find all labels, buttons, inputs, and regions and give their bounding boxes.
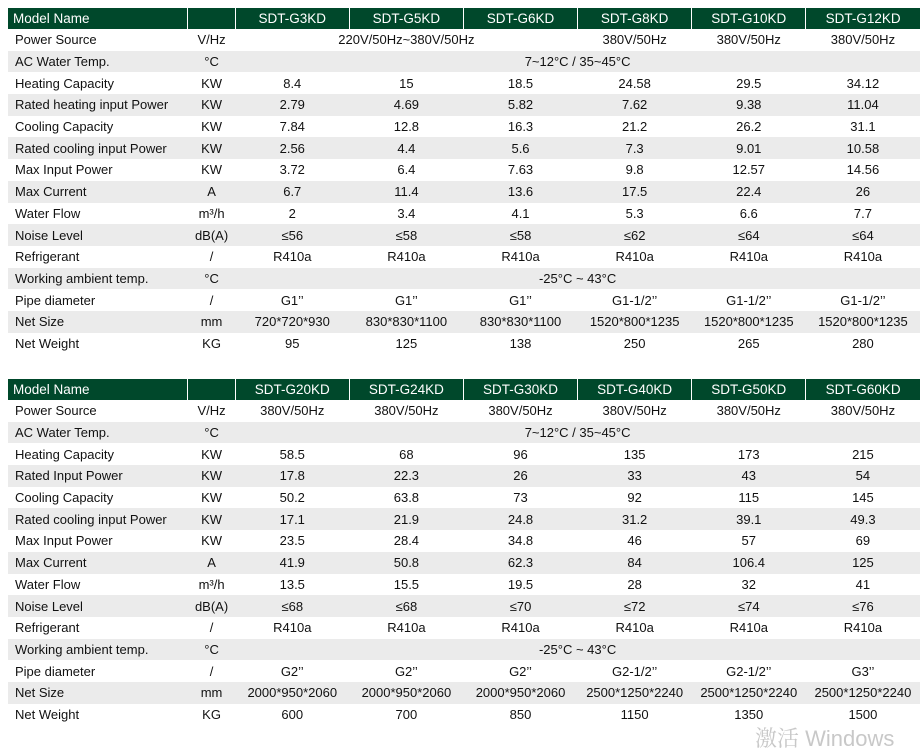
table-cell: 600: [281, 706, 304, 722]
table-cell: 173: [737, 446, 760, 462]
table-cell: 125: [806, 552, 920, 574]
table-cell: 69: [855, 533, 871, 549]
row-label: Net Weight: [15, 706, 80, 722]
row-label: Max Input Power: [15, 162, 113, 178]
table-cell: 15.5: [393, 576, 420, 592]
row-label: Net Size: [8, 311, 188, 333]
row-unit: dB(A): [188, 595, 235, 617]
header-model: SDT-G60KD: [806, 379, 920, 400]
table-cell: 28: [627, 576, 642, 592]
table-cell: ≤58: [349, 224, 463, 246]
row-unit: mm: [188, 682, 235, 704]
row-label: Power Source: [15, 32, 97, 48]
row-unit: KW: [188, 94, 235, 116]
table-cell: 115: [738, 490, 760, 506]
spec-table-1: [8, 8, 920, 354]
table-cell: 17.8: [235, 465, 349, 487]
row-label: Rated cooling input Power: [8, 137, 188, 159]
row-unit: A: [188, 552, 235, 574]
table-cell: 380V/50Hz: [716, 32, 781, 48]
row-label: Water Flow: [15, 205, 81, 221]
row-label: Max Current: [8, 552, 188, 574]
table-cell: 68: [399, 446, 414, 462]
header-model: SDT-G12KD: [806, 8, 920, 29]
table-cell: 4.4: [349, 137, 463, 159]
table-cell: 1520*800*1235: [692, 311, 806, 333]
table-cell: G3’’: [851, 663, 875, 679]
table-cell: -25°C ~ 43°C: [235, 268, 920, 290]
header-model-name: Model Name: [8, 8, 188, 29]
row-unit: °C: [188, 51, 235, 73]
table-row: [8, 72, 920, 94]
header-row: [8, 379, 920, 400]
table-cell: 2500*1250*2240: [692, 682, 806, 704]
row-unit: mm: [188, 311, 235, 333]
table-cell: R410a: [501, 249, 540, 265]
table-cell: ≤62: [578, 224, 692, 246]
table-cell: 380V/50Hz: [260, 403, 325, 419]
table-cell: 7.3: [578, 137, 692, 159]
table-cell: R410a: [843, 620, 883, 636]
table-cell: G1-1/2’’: [611, 292, 658, 308]
row-unit: °C: [188, 639, 235, 661]
table-row: [8, 682, 920, 704]
table-row: [8, 116, 920, 138]
table-cell: R410a: [729, 249, 768, 265]
table-row: [8, 246, 920, 268]
table-cell: G2-1/2’’: [726, 663, 772, 679]
table-cell: 8.4: [283, 75, 302, 91]
row-unit: A: [188, 181, 235, 203]
table-cell: G2’’: [394, 663, 418, 679]
table-cell: R410a: [387, 249, 426, 265]
table-cell: 13.5: [279, 576, 305, 592]
table-cell: 830*830*1100: [463, 311, 577, 333]
table-cell: 1520*800*1235: [806, 311, 920, 333]
table-cell: 95: [285, 335, 300, 351]
table-cell: R410a: [501, 620, 540, 636]
table-cell: 1520*800*1235: [578, 311, 692, 333]
table-cell: 57: [741, 533, 756, 549]
table-cell: 41.9: [235, 552, 349, 574]
row-label: Working ambient temp.: [8, 268, 188, 290]
row-unit: m³/h: [198, 576, 225, 592]
header-model: SDT-G8KD: [578, 8, 692, 29]
row-label: Net Weight: [15, 335, 80, 351]
table-cell: G2’’: [509, 663, 532, 679]
row-unit: KW: [201, 75, 223, 91]
table-cell: 830*830*1100: [349, 311, 463, 333]
table-cell: 3.72: [279, 162, 305, 178]
row-unit: /: [209, 620, 214, 636]
row-label: Power Source: [15, 403, 97, 419]
table-cell: 280: [852, 335, 874, 351]
row-label: Noise Level: [8, 224, 188, 246]
row-label: Water Flow: [15, 576, 81, 592]
row-label: Pipe diameter: [15, 663, 96, 679]
table-row: [8, 530, 920, 552]
table-cell: R410a: [273, 249, 312, 265]
row-label: Working ambient temp.: [8, 639, 188, 661]
table-cell: 33: [578, 465, 692, 487]
table-cell: 1350: [734, 706, 764, 722]
table-cell: 13.6: [463, 181, 577, 203]
row-label: Heating Capacity: [15, 75, 114, 91]
table-cell: 32: [741, 576, 756, 592]
table-row: [8, 94, 920, 116]
row-label: Max Input Power: [15, 533, 113, 549]
table-cell: G1-1/2’’: [726, 292, 772, 308]
table-cell: 3.4: [397, 205, 416, 221]
table-cell: 63.8: [393, 490, 420, 506]
table-cell: 2000*950*2060: [349, 682, 463, 704]
table-cell: R410a: [387, 620, 426, 636]
table-body: [8, 29, 920, 354]
table-cell: 21.9: [349, 508, 463, 530]
table-row: [8, 311, 920, 333]
row-unit: /: [209, 663, 214, 679]
header-model: SDT-G50KD: [692, 379, 806, 400]
table-cell: 26.2: [736, 119, 762, 135]
table-row: [8, 137, 920, 159]
row-label: Rated cooling input Power: [8, 508, 188, 530]
row-label: AC Water Temp.: [8, 51, 188, 73]
table-cell: 9.38: [692, 94, 806, 116]
table-cell: R410a: [843, 249, 883, 265]
table-cell: R410a: [615, 249, 654, 265]
row-unit: KW: [201, 490, 223, 506]
table-row: [8, 508, 920, 530]
table-cell: 380V/50Hz: [374, 403, 439, 419]
table-row: [8, 552, 920, 574]
table-cell: 11.04: [806, 94, 920, 116]
table-cell: G1-1/2’’: [840, 292, 886, 308]
spec-table-2: [8, 379, 920, 725]
row-unit: V/Hz: [197, 403, 226, 419]
table-row: [8, 29, 920, 51]
table-cell: G1’’: [280, 292, 304, 308]
table-cell: 46: [627, 533, 642, 549]
table-cell: 39.1: [692, 508, 806, 530]
table-cell: 7.7: [853, 205, 872, 221]
table-row: [8, 639, 920, 661]
row-label: Max Current: [8, 181, 188, 203]
header-model: SDT-G30KD: [463, 379, 577, 400]
table-cell: 34.12: [846, 75, 880, 91]
windows-activation-watermark: 激活 Windows: [755, 726, 895, 751]
table-cell: 58.5: [279, 446, 305, 462]
table-cell: ≤74: [692, 595, 806, 617]
row-label: Net Size: [8, 682, 188, 704]
table-cell: ≤64: [806, 224, 920, 246]
table-cell: 125: [395, 335, 418, 351]
table-cell: 19.5: [507, 576, 534, 592]
table-cell: 380V/50Hz: [602, 403, 667, 419]
row-unit: V/Hz: [197, 32, 226, 48]
table-cell: 220V/50Hz~380V/50Hz: [338, 32, 475, 48]
table-cell: 31.2: [578, 508, 692, 530]
table-cell: 9.01: [692, 137, 806, 159]
table-cell: ≤58: [463, 224, 577, 246]
table-cell: 6.7: [235, 181, 349, 203]
table-row: [8, 617, 920, 639]
header-model: SDT-G24KD: [349, 379, 463, 400]
table-cell: G1’’: [394, 292, 418, 308]
table-cell: G2-1/2’’: [611, 663, 658, 679]
row-unit: KG: [202, 335, 221, 351]
row-label: AC Water Temp.: [8, 422, 188, 444]
table-cell: 2.56: [235, 137, 349, 159]
table-row: [8, 333, 920, 355]
table-row: [8, 159, 920, 181]
table-cell: R410a: [729, 620, 768, 636]
table-cell: R410a: [615, 620, 654, 636]
row-unit: KG: [202, 706, 221, 722]
header-model: SDT-G20KD: [235, 379, 349, 400]
header-row: [8, 8, 920, 29]
table-row: [8, 400, 920, 422]
header-model: SDT-G6KD: [463, 8, 577, 29]
row-unit: KW: [201, 162, 223, 178]
table-cell: 41: [855, 576, 871, 592]
table-cell: 18.5: [507, 75, 534, 91]
row-unit: m³/h: [198, 205, 225, 221]
table-cell: 15: [399, 75, 414, 91]
table-cell: ≤72: [578, 595, 692, 617]
row-unit: KW: [201, 119, 223, 135]
header-model: SDT-G5KD: [349, 8, 463, 29]
row-unit: °C: [188, 422, 235, 444]
table-cell: 22.4: [692, 181, 806, 203]
table-cell: 2500*1250*2240: [578, 682, 692, 704]
table-cell: ≤76: [806, 595, 920, 617]
table-cell: 2.79: [235, 94, 349, 116]
row-unit: KW: [188, 137, 235, 159]
table-cell: 21.2: [621, 119, 648, 135]
table-cell: 380V/50Hz: [716, 403, 781, 419]
row-label: Pipe diameter: [15, 292, 96, 308]
table-cell: 215: [852, 446, 874, 462]
table-cell: 31.1: [850, 119, 876, 135]
row-label: Refrigerant: [15, 249, 80, 265]
table-cell: 2: [288, 205, 296, 221]
table-row: [8, 465, 920, 487]
table-cell: 12.57: [732, 162, 766, 178]
table-cell: ≤56: [235, 224, 349, 246]
table-cell: 26: [463, 465, 577, 487]
table-cell: 2000*950*2060: [235, 682, 349, 704]
table-cell: 4.1: [511, 205, 530, 221]
table-cell: 265: [737, 335, 760, 351]
table-row: [8, 203, 920, 225]
table-cell: 5.82: [463, 94, 577, 116]
table-cell: 2000*950*2060: [463, 682, 577, 704]
table-cell: 22.3: [349, 465, 463, 487]
header-model: SDT-G40KD: [578, 379, 692, 400]
table-cell: 7.84: [279, 119, 305, 135]
table-cell: 106.4: [692, 552, 806, 574]
table-cell: 380V/50Hz: [830, 32, 896, 48]
table-cell: 29.5: [736, 75, 762, 91]
table-row: [8, 660, 920, 682]
table-cell: 138: [509, 335, 532, 351]
table-cell: G1’’: [509, 292, 532, 308]
row-label: Heating Capacity: [15, 446, 114, 462]
table-row: [8, 51, 920, 73]
table-row: [8, 289, 920, 311]
table-cell: 28.4: [393, 533, 420, 549]
table-cell: 7.62: [578, 94, 692, 116]
table-cell: 24.58: [618, 75, 651, 91]
header-unit: [188, 8, 235, 29]
row-label: Rated Input Power: [8, 465, 188, 487]
header-unit: [188, 379, 235, 400]
row-unit: KW: [188, 508, 235, 530]
table-cell: 50.8: [349, 552, 463, 574]
table-cell: 96: [513, 446, 528, 462]
table-cell: 250: [623, 335, 646, 351]
table-cell: 73: [513, 490, 528, 506]
table-cell: 380V/50Hz: [602, 32, 667, 48]
table-cell: 720*720*930: [235, 311, 349, 333]
table-header: [8, 8, 920, 29]
table-row: [8, 422, 920, 444]
table-cell: 850: [509, 706, 532, 722]
table-cell: 54: [806, 465, 920, 487]
row-label: Noise Level: [8, 595, 188, 617]
row-unit: KW: [188, 465, 235, 487]
table-cell: 17.1: [235, 508, 349, 530]
table-row: [8, 181, 920, 203]
row-label: Cooling Capacity: [15, 490, 114, 506]
table-cell: ≤68: [235, 595, 349, 617]
table-cell: 84: [578, 552, 692, 574]
table-header: [8, 379, 920, 400]
table-cell: R410a: [273, 620, 312, 636]
row-unit: /: [209, 249, 214, 265]
table-cell: 7.63: [507, 162, 534, 178]
table-cell: 4.69: [349, 94, 463, 116]
row-label: Cooling Capacity: [15, 119, 114, 135]
row-unit: KW: [201, 446, 223, 462]
table-cell: 12.8: [393, 119, 420, 135]
table-cell: 14.56: [846, 162, 880, 178]
table-row: [8, 443, 920, 465]
table-cell: 24.8: [463, 508, 577, 530]
table-cell: ≤70: [463, 595, 577, 617]
header-model: SDT-G3KD: [235, 8, 349, 29]
table-cell: G2’’: [280, 663, 304, 679]
table-cell: 17.5: [578, 181, 692, 203]
table-cell: 1150: [620, 706, 649, 722]
table-body: [8, 400, 920, 725]
row-unit: °C: [188, 268, 235, 290]
table-cell: 16.3: [507, 119, 534, 135]
table-cell: 145: [852, 490, 874, 506]
table-cell: 43: [692, 465, 806, 487]
table-cell: 7~12°C / 35~45°C: [235, 422, 920, 444]
table-cell: 11.4: [349, 181, 463, 203]
table-cell: 26: [806, 181, 920, 203]
row-unit: KW: [201, 533, 223, 549]
table-cell: 92: [627, 490, 642, 506]
table-cell: 135: [623, 446, 646, 462]
table-cell: 23.5: [279, 533, 305, 549]
table-cell: 380V/50Hz: [830, 403, 896, 419]
table-cell: 10.58: [806, 137, 920, 159]
table-cell: -25°C ~ 43°C: [235, 639, 920, 661]
row-label: Rated heating input Power: [8, 94, 188, 116]
table-row: [8, 574, 920, 596]
table-cell: 2500*1250*2240: [806, 682, 920, 704]
table-row: [8, 487, 920, 509]
table-cell: 700: [395, 706, 418, 722]
table-row: [8, 224, 920, 246]
table-row: [8, 268, 920, 290]
header-model: SDT-G10KD: [692, 8, 806, 29]
table-cell: 380V/50Hz: [488, 403, 553, 419]
table-row: [8, 595, 920, 617]
table-cell: 9.8: [625, 162, 644, 178]
table-cell: 5.3: [625, 205, 644, 221]
row-label: Refrigerant: [15, 620, 80, 636]
row-unit: dB(A): [188, 224, 235, 246]
table-cell: 5.6: [463, 137, 577, 159]
table-cell: ≤64: [692, 224, 806, 246]
table-cell: ≤68: [349, 595, 463, 617]
row-unit: /: [209, 292, 214, 308]
table-cell: 34.8: [507, 533, 534, 549]
table-cell: 7~12°C / 35~45°C: [235, 51, 920, 73]
table-cell: 6.4: [397, 162, 416, 178]
table-cell: 49.3: [806, 508, 920, 530]
header-model-name: Model Name: [8, 379, 188, 400]
table-cell: 62.3: [463, 552, 577, 574]
table-cell: 6.6: [739, 205, 758, 221]
table-cell: 1500: [848, 706, 878, 722]
table-cell: 50.2: [279, 490, 305, 506]
